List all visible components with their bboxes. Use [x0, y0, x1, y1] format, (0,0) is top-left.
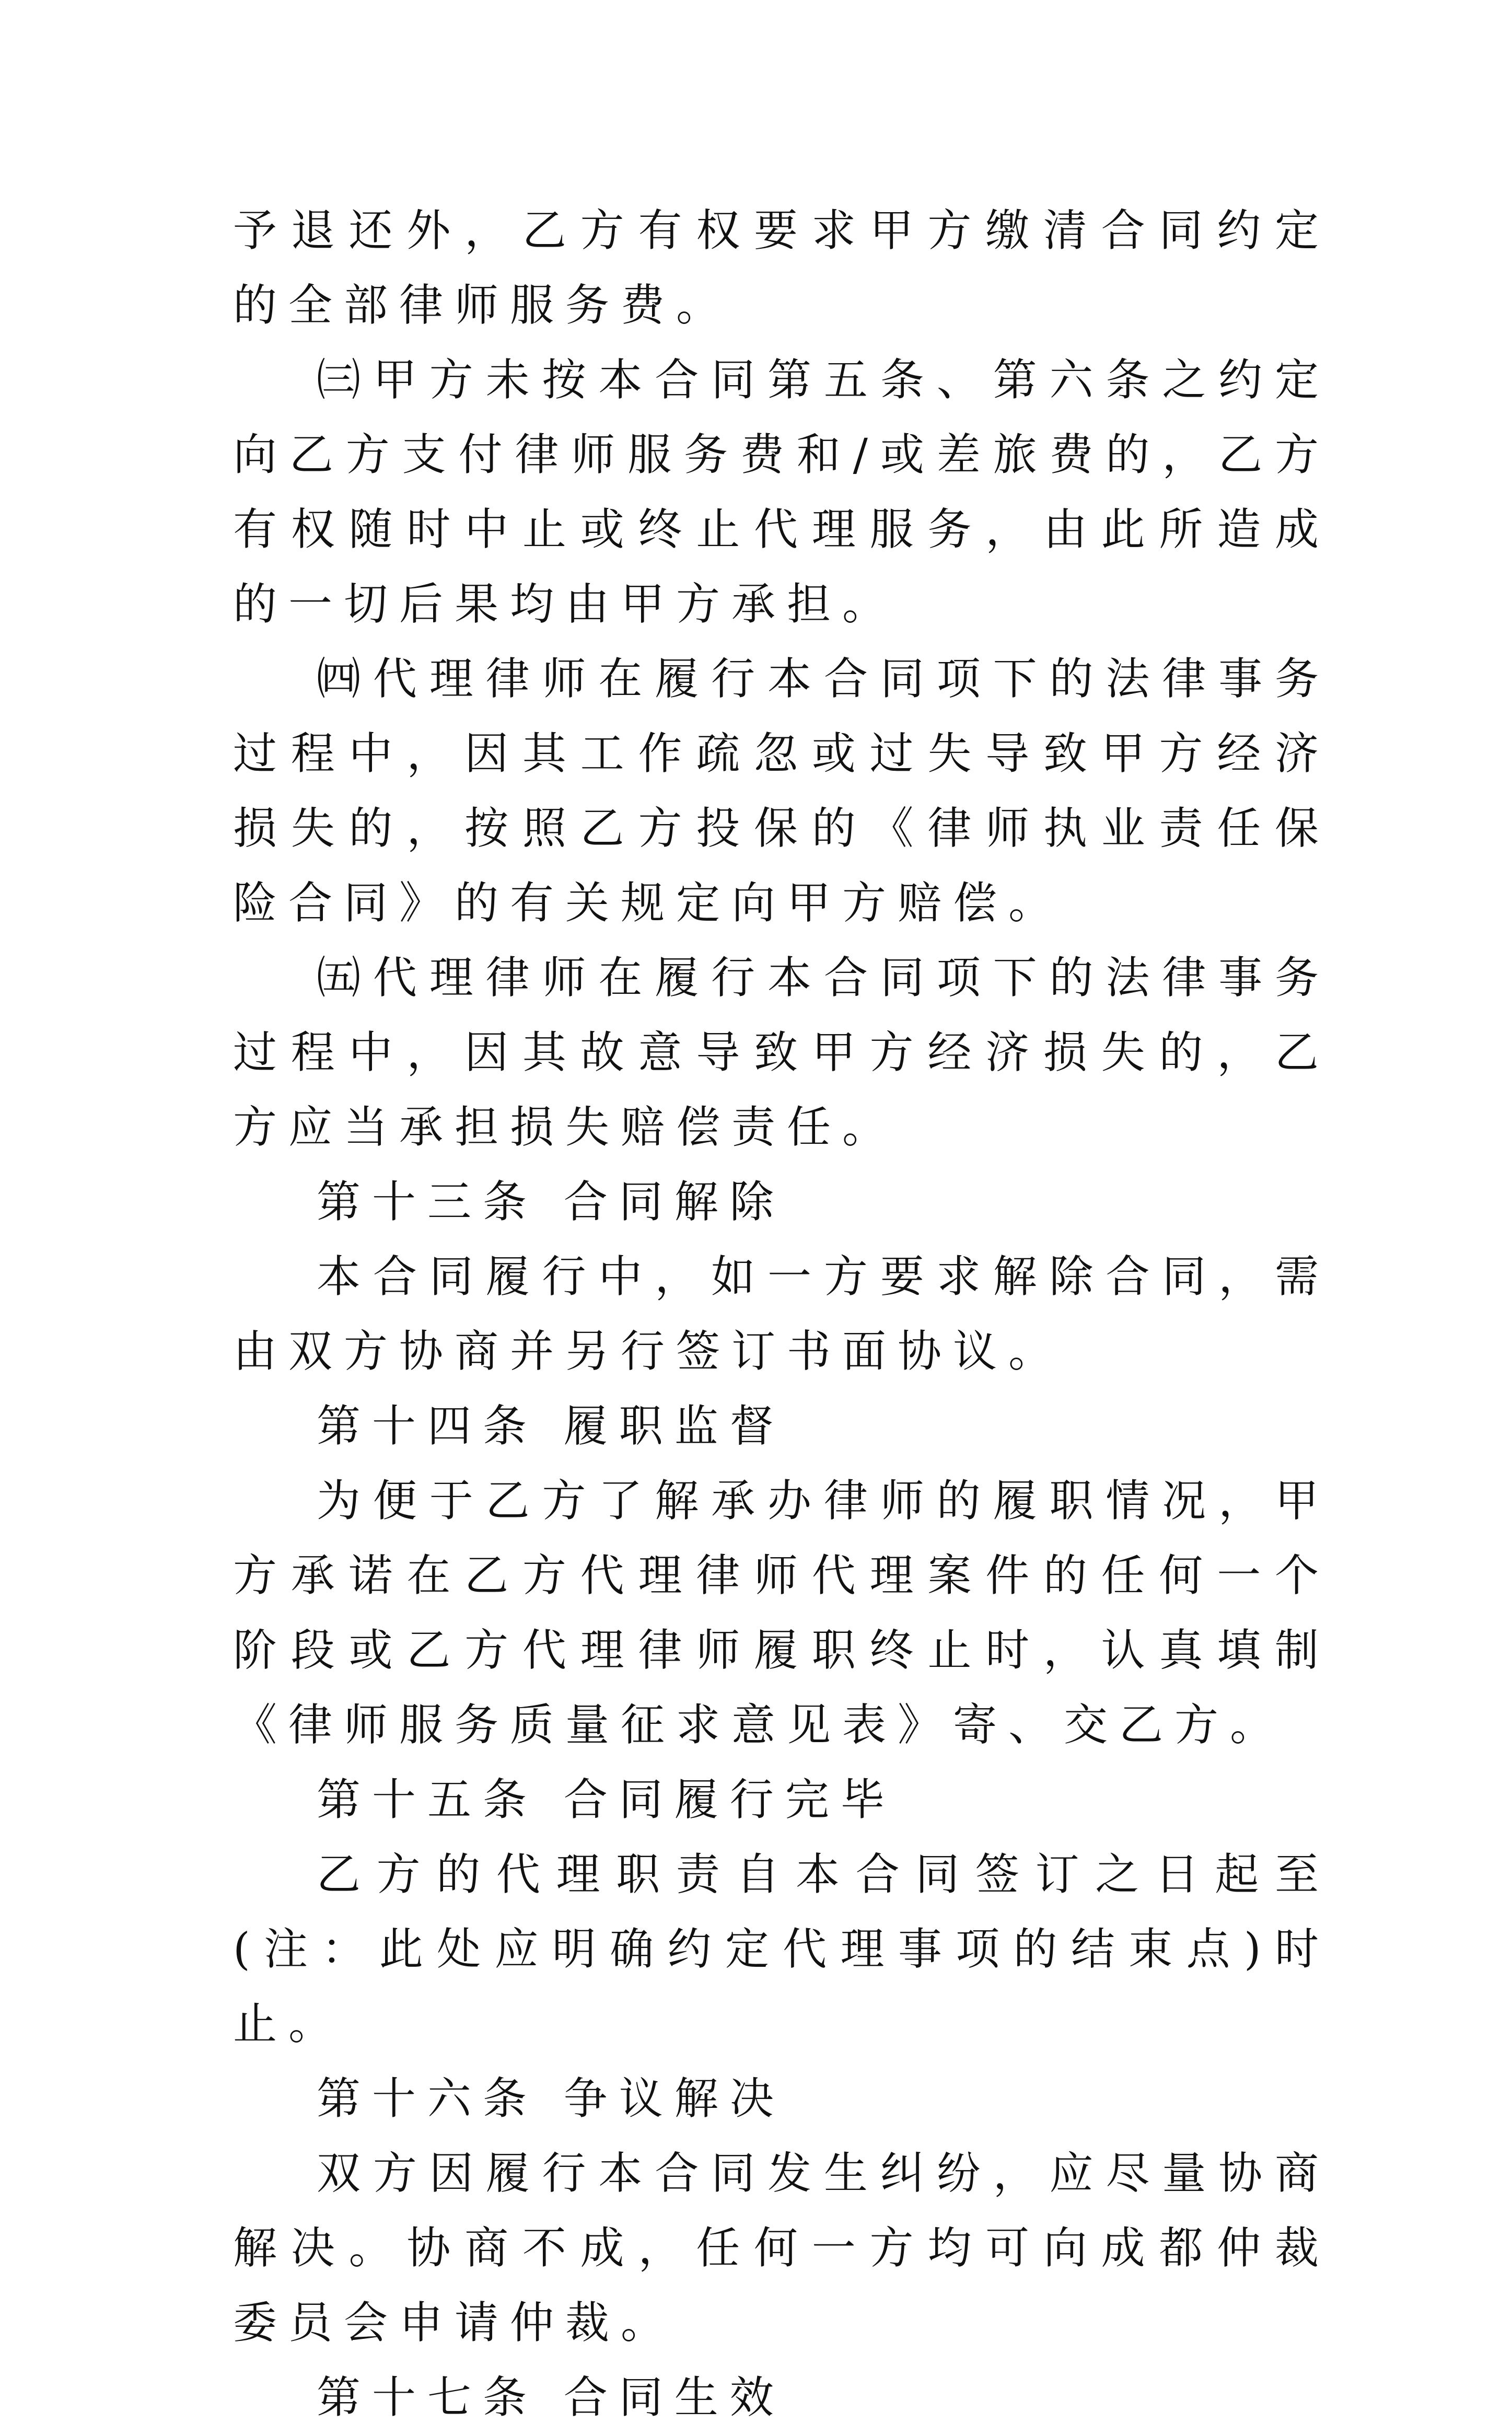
heading-article-15: 第十五条 合同履行完毕 — [317, 1774, 896, 1825]
heading-article-14: 第十四条 履职监督 — [317, 1400, 785, 1452]
document-body — [233, 193, 1330, 2435]
paragraph-clause-5: ㈤代理律师在履行本合同项下的法律事务过程中，因其故意导致甲方经济损失的，乙方应当承担损失赔偿责任。 — [233, 952, 1330, 1153]
paragraph-clause-3: ㈢甲方未按本合同第五条、第六条之约定向乙方支付律师服务费和/或差旅费的，乙方有权随时中止或终止代理服务，由此所造成的一切后果均由甲方承担。 — [233, 354, 1330, 630]
paragraph-fee-refund: 予退还外，乙方有权要求甲方缴清合同约定的全部律师服务费。 — [233, 205, 1330, 331]
paragraph-article-13: 本合同履行中，如一方要求解除合同，需由双方协商并另行签订书面协议。 — [233, 1251, 1330, 1377]
paragraph-article-15: 乙方的代理职责自本合同签订之日起至(注：此处应明确约定代理事项的结束点)时止。 — [233, 1849, 1330, 2049]
paragraph-article-14: 为便于乙方了解承办律师的履职情况，甲方承诺在乙方代理律师代理案件的任何一个阶段或乙方代理律师履职终止时，认真填制《律师服务质量征求意见表》寄、交乙方。 — [233, 1475, 1330, 1750]
heading-article-13: 第十三条 合同解除 — [317, 1176, 785, 1227]
heading-article-17: 第十七条 合同生效 — [317, 2372, 785, 2423]
paragraph-article-16: 双方因履行本合同发生纠纷，应尽量协商解决。协商不成，任何一方均可向成都仲裁委员会申请仲裁。 — [233, 2148, 1330, 2348]
heading-article-16: 第十六条 争议解决 — [317, 2073, 785, 2124]
paragraph-clause-4: ㈣代理律师在履行本合同项下的法律事务过程中，因其工作疏忽或过失导致甲方经济损失的，按照乙方投保的《律师执业责任保险合同》的有关规定向甲方赔偿。 — [233, 653, 1330, 929]
